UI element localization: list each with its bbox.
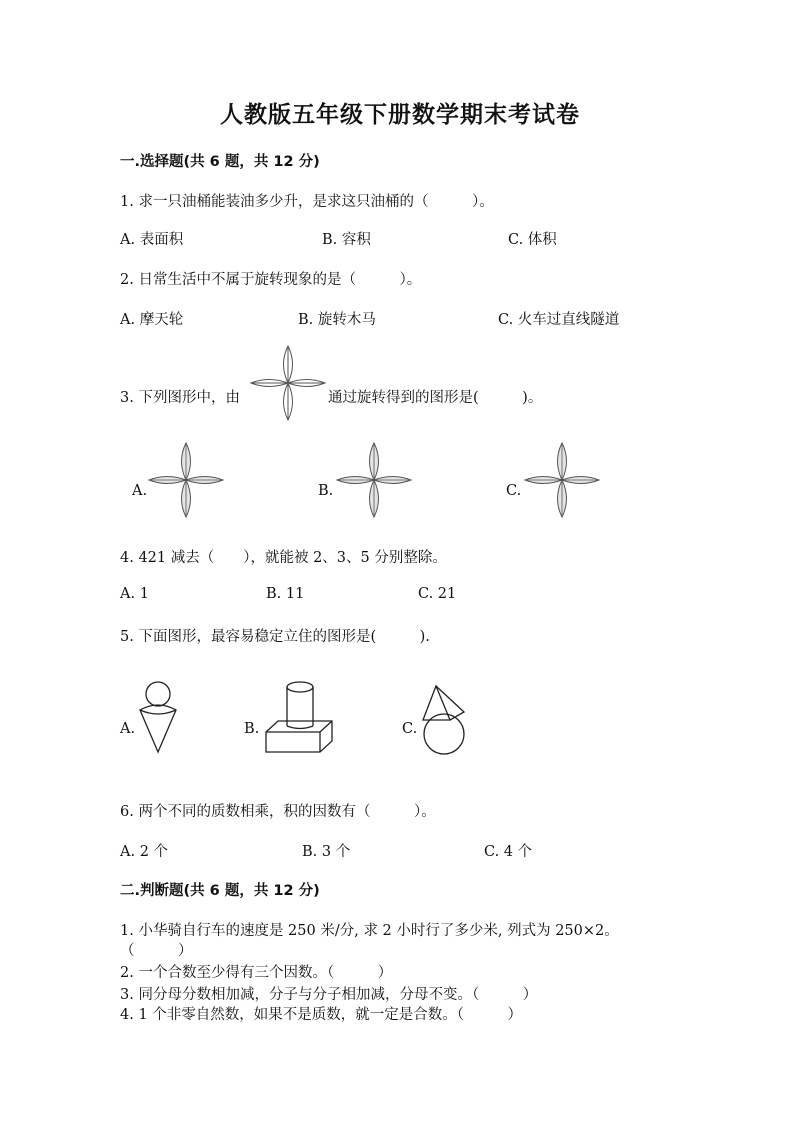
- flower-figure-option-b: [336, 442, 412, 518]
- question-5-text: 5. 下面图形，最容易稳定立住的图形是( ).: [120, 629, 430, 645]
- question-1-option-c: C. 体积: [508, 232, 557, 248]
- cylinder-on-box-figure: [262, 680, 336, 754]
- page-title: 人教版五年级下册数学期末考试卷: [220, 102, 580, 128]
- question-3-text-after: 通过旋转得到的图形是( )。: [328, 390, 543, 406]
- question-3-text-before: 3. 下列图形中，由: [120, 390, 240, 406]
- judgement-item-1-bracket: （ ）: [120, 943, 193, 959]
- question-5-option-a: A.: [120, 721, 136, 737]
- question-6-text: 6. 两个不同的质数相乘，积的因数有（ ）。: [120, 804, 436, 820]
- question-1-text: 1. 求一只油桶能装油多少升，是求这只油桶的（ ）。: [120, 194, 494, 210]
- question-4-option-a: A. 1: [120, 586, 149, 602]
- flower-figure-option-c: [524, 442, 600, 518]
- judgement-item-3: 3. 同分母分数相加减，分子与分子相加减，分母不变。（ ）: [120, 987, 538, 1003]
- question-4-option-c: C. 21: [418, 586, 457, 602]
- flower-figure-option-a: [148, 442, 224, 518]
- judgement-item-1: 1. 小华骑自行车的速度是 250 米/分, 求 2 小时行了多少米, 列式为 250×2。: [120, 923, 619, 939]
- cone-with-ball-figure: [136, 680, 180, 756]
- question-6-option-b: B. 3 个: [302, 844, 351, 860]
- question-6-option-a: A. 2 个: [120, 844, 169, 860]
- question-2-option-a: A. 摩天轮: [120, 312, 184, 328]
- section-heading-judgement: 二.判断题(共 6 题，共 12 分): [120, 883, 320, 899]
- question-3-option-c: C.: [506, 483, 522, 499]
- question-1-option-b: B. 容积: [322, 232, 371, 248]
- question-4-text: 4. 421 减去（ ），就能被 2、3、5 分别整除。: [120, 550, 447, 566]
- question-5-option-b: B.: [244, 721, 260, 737]
- judgement-item-4: 4. 1 个非零自然数，如果不是质数，就一定是合数。（ ）: [120, 1007, 523, 1023]
- flower-figure-source: [250, 345, 326, 421]
- question-2-text: 2. 日常生活中不属于旋转现象的是（ ）。: [120, 272, 422, 288]
- question-1-option-a: A. 表面积: [120, 232, 184, 248]
- pyramid-on-ball-figure: [420, 684, 470, 756]
- question-3-option-a: A.: [132, 483, 148, 499]
- question-6-option-c: C. 4 个: [484, 844, 533, 860]
- question-2-option-b: B. 旋转木马: [298, 312, 376, 328]
- question-4-option-b: B. 11: [266, 586, 305, 602]
- question-3-option-b: B.: [318, 483, 334, 499]
- question-5-option-c: C.: [402, 721, 418, 737]
- section-heading-choice: 一.选择题(共 6 题，共 12 分): [120, 154, 320, 170]
- question-2-option-c: C. 火车过直线隧道: [498, 312, 620, 328]
- judgement-item-2: 2. 一个合数至少得有三个因数。（ ）: [120, 965, 393, 981]
